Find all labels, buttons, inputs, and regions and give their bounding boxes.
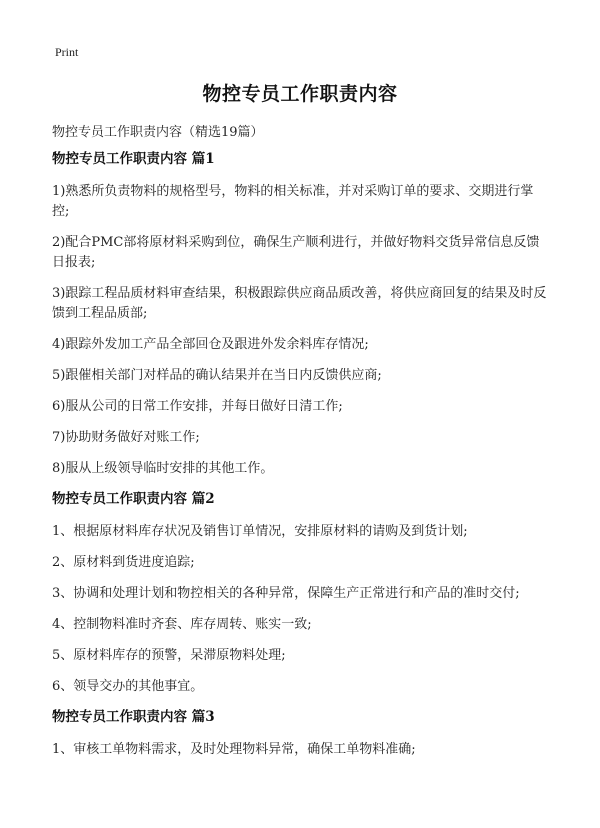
list-item: 1)熟悉所负责物料的规格型号，物料的相关标准，并对采购订单的要求、交期进行掌控; — [52, 184, 534, 219]
list-item: 1、根据原材料库存状况及销售订单情况，安排原材料的请购及到货计划; — [52, 524, 468, 539]
list-item: 4)跟踪外发加工产品全部回仓及跟进外发余料库存情况; — [52, 337, 369, 352]
list-item: 6、领导交办的其他事宜。 — [52, 679, 204, 694]
document-subtitle: 物控专员工作职责内容（精选19篇） — [52, 125, 264, 140]
list-item: 2、原材料到货进度追踪; — [52, 555, 195, 570]
print-label: Print — [55, 45, 79, 59]
list-item: 5)跟催相关部门对样品的确认结果并在当日内反馈供应商; — [52, 368, 382, 383]
list-item: 5、原材料库存的预警，呆滞原物料处理; — [52, 648, 286, 663]
list-item: 7)协助财务做好对账工作; — [52, 430, 200, 445]
list-item: 3、协调和处理计划和物控相关的各种异常，保障生产正常进行和产品的准时交付; — [52, 586, 520, 601]
section-3 — [52, 708, 550, 760]
list-item: 2)配合PMC部将原材料采购到位，确保生产顺利进行，并做好物料交货异常信息反馈日报表; — [52, 235, 540, 270]
section-heading: 物控专员工作职责内容 篇1 — [52, 151, 215, 167]
section-2 — [52, 490, 550, 697]
section-1 — [52, 150, 550, 479]
list-item: 1、审核工单物料需求，及时处理物料异常，确保工单物料准确; — [52, 742, 416, 757]
section-heading: 物控专员工作职责内容 篇3 — [52, 709, 215, 725]
section-heading: 物控专员工作职责内容 篇2 — [52, 491, 215, 507]
list-item: 4、控制物料准时齐套、库存周转、账实一致; — [52, 617, 312, 632]
list-item: 8)服从上级领导临时安排的其他工作。 — [52, 461, 274, 476]
list-item: 6)服从公司的日常工作安排，并每日做好日清工作; — [52, 399, 343, 414]
document-title: 物控专员工作职责内容 — [202, 83, 398, 105]
list-item: 3)跟踪工程品质材料审查结果，积极跟踪供应商品质改善，将供应商回复的结果及时反馈到工程品质部; — [52, 286, 547, 321]
document-body — [52, 150, 550, 771]
